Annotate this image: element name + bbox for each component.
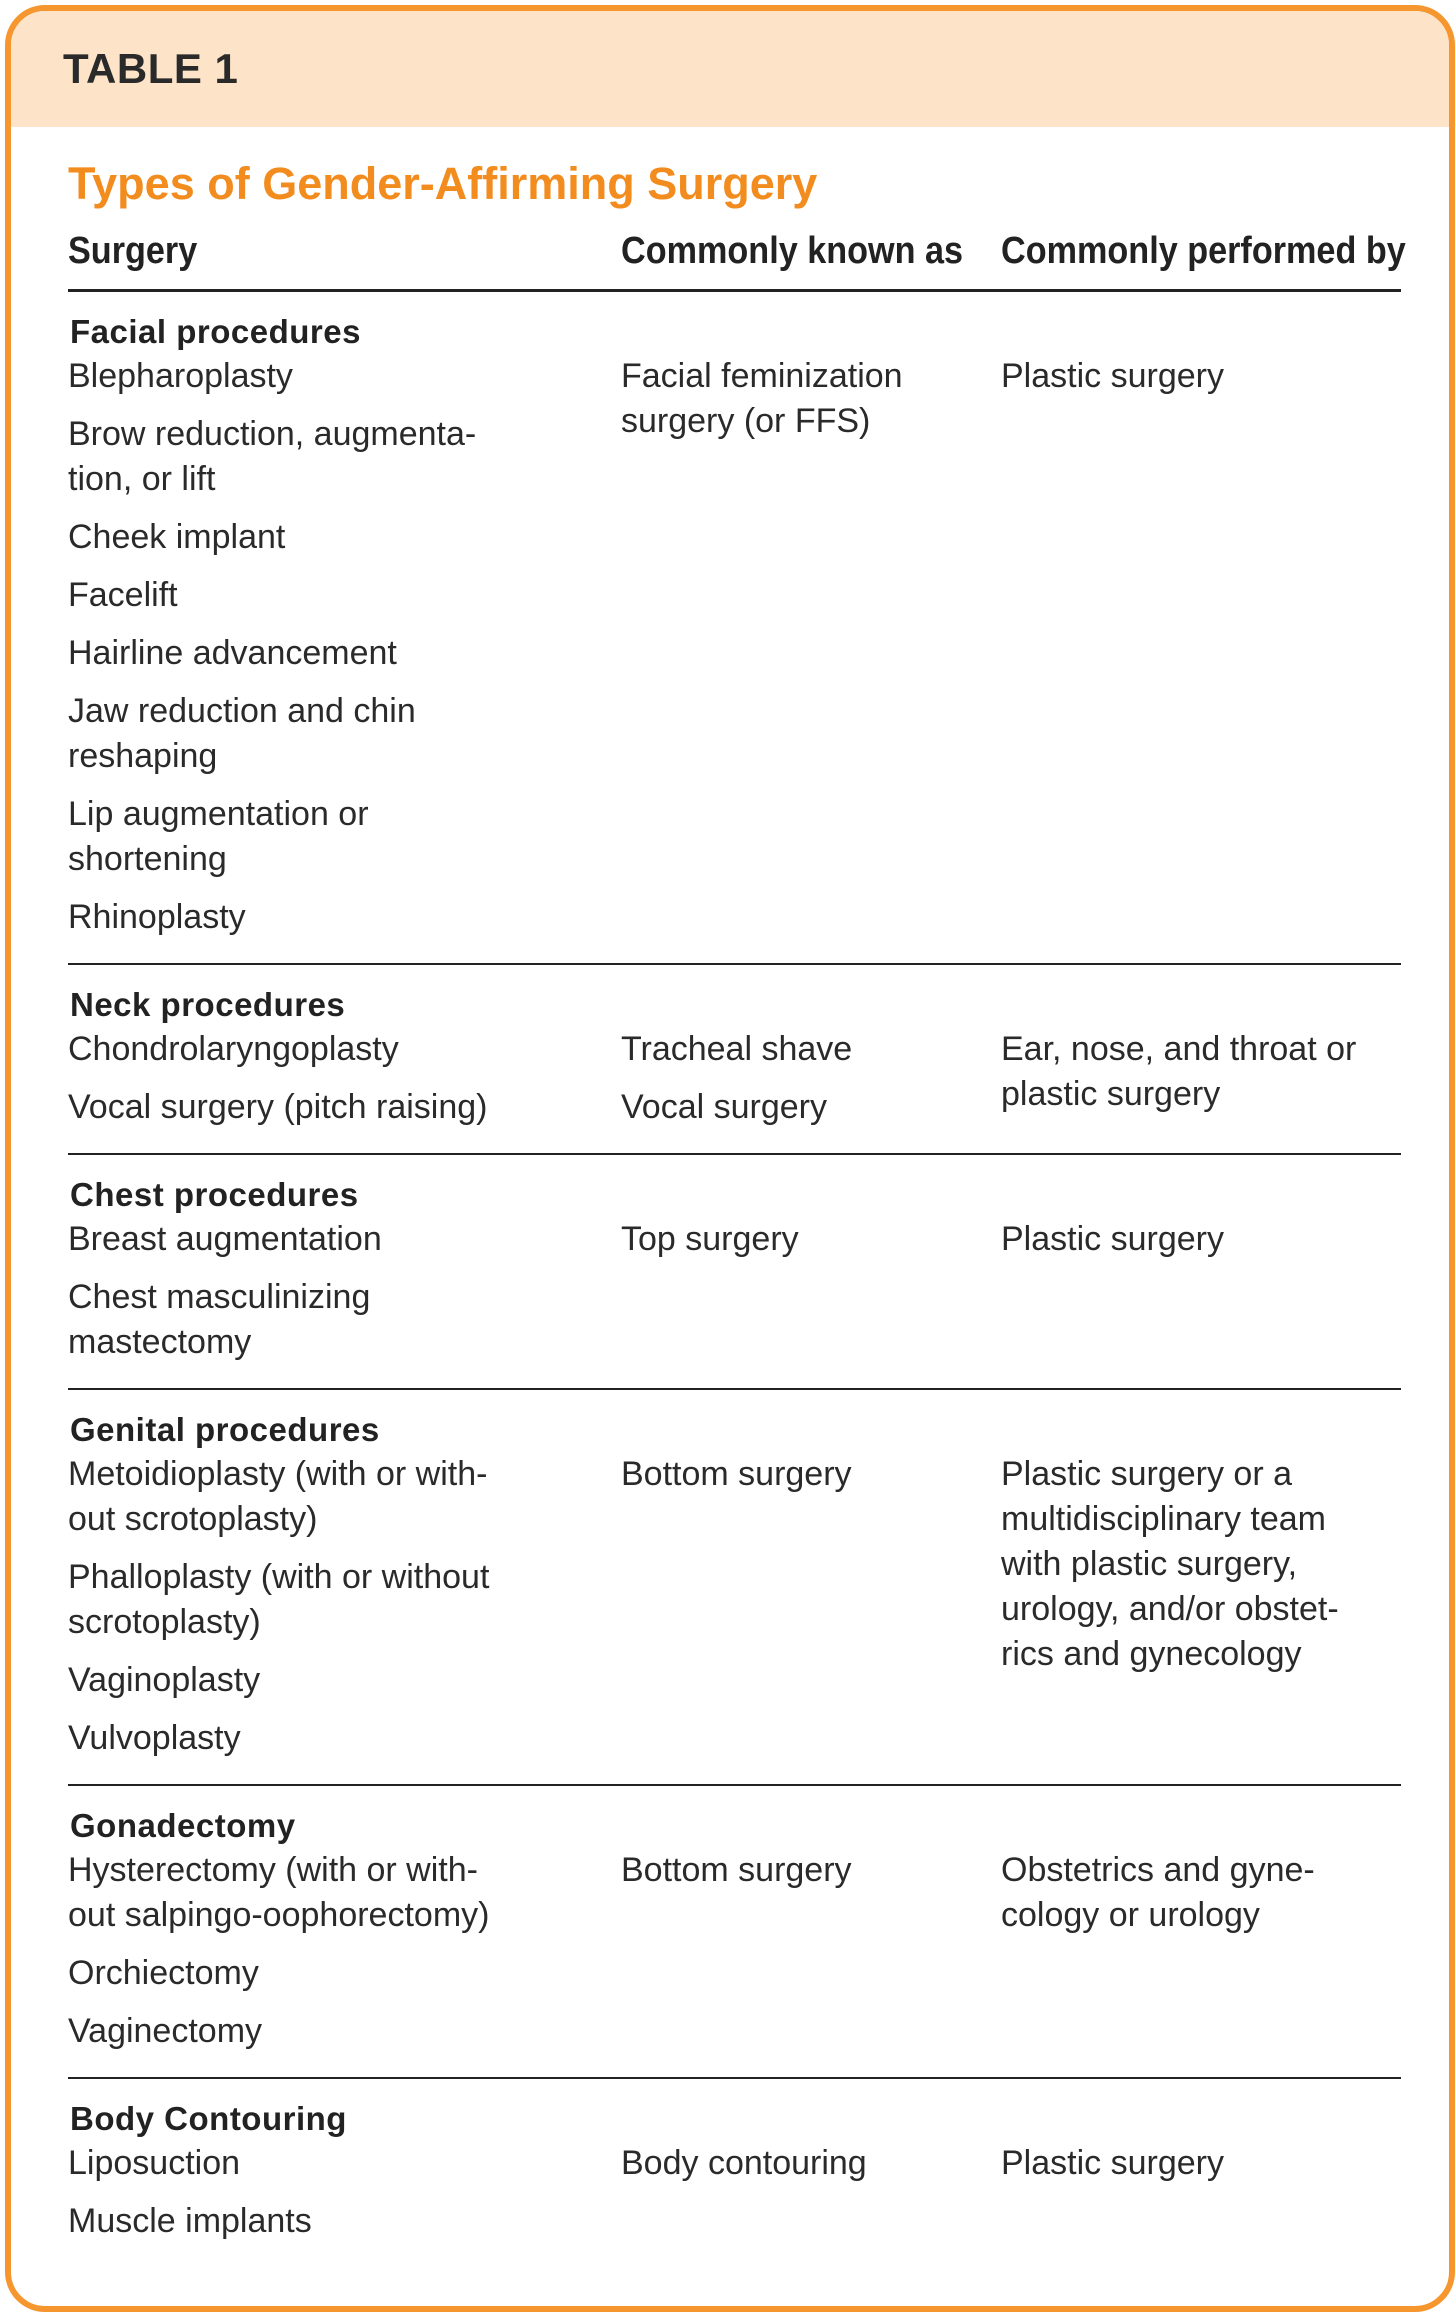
known-as-cell: Tracheal shave <box>621 1030 853 1068</box>
performed-by-cell: Plastic surgery <box>1001 2144 1224 2182</box>
surgery-item: Metoidioplasty (with or with- out scrotoplasty) <box>68 1455 488 1538</box>
table-section <box>68 1155 1401 1390</box>
known-as-cell: Bottom surgery <box>621 1455 852 1493</box>
surgery-item: Facelift <box>68 576 178 614</box>
surgery-item: Vaginoplasty <box>68 1661 261 1699</box>
surgery-item: Chondrolaryngoplasty <box>68 1030 399 1068</box>
surgery-item: Liposuction <box>68 2144 241 2182</box>
known-as-cell: Top surgery <box>621 1220 799 1258</box>
table-section <box>68 1390 1401 1786</box>
performed-by-cell: Plastic surgery or a multidisciplinary team with plastic surgery, urology, and/or obstet- rics and gynecology <box>1001 1455 1339 1673</box>
section-title: Chest procedures <box>70 1176 359 1213</box>
known-as-cell: Bottom surgery <box>621 1851 852 1889</box>
known-as-cell: Body contouring <box>621 2144 867 2182</box>
surgery-item: Vulvoplasty <box>68 1719 241 1757</box>
surgery-item: Hairline advancement <box>68 634 397 672</box>
surgery-item: Jaw reduction and chin reshaping <box>68 692 416 775</box>
table-section <box>68 965 1401 1155</box>
surgery-item: Orchiectomy <box>68 1954 259 1992</box>
header-surgery: Surgery <box>68 229 198 272</box>
header-known-as: Commonly known as <box>621 229 964 272</box>
table-body <box>68 292 1401 2267</box>
section-title: Genital procedures <box>70 1411 380 1448</box>
performed-by-cell: Plastic surgery <box>1001 1220 1224 1258</box>
table-frame <box>5 5 1455 2312</box>
table-label: TABLE 1 <box>63 45 239 92</box>
surgery-item: Muscle implants <box>68 2202 312 2240</box>
table-content <box>68 127 1406 2267</box>
header-performed-by: Commonly performed by <box>1001 229 1406 272</box>
performed-by-cell: Ear, nose, and throat or plastic surgery <box>1001 1030 1357 1113</box>
table-banner <box>11 11 1449 127</box>
surgery-item: Hysterectomy (with or with- out salpingo-oophorectomy) <box>68 1851 490 1934</box>
section-title: Gonadectomy <box>70 1807 296 1844</box>
surgery-item: Chest masculinizing mastectomy <box>68 1278 371 1361</box>
known-as-cell: Vocal surgery <box>621 1088 827 1126</box>
surgery-item: Rhinoplasty <box>68 898 246 936</box>
surgery-item: Blepharoplasty <box>68 357 293 395</box>
table-section <box>68 1786 1401 2079</box>
performed-by-cell: Plastic surgery <box>1001 357 1224 395</box>
table-section <box>68 292 1401 965</box>
section-title: Neck procedures <box>70 986 346 1023</box>
surgery-item: Phalloplasty (with or without scrotoplasty) <box>68 1558 490 1641</box>
section-title: Body Contouring <box>70 2100 347 2137</box>
table-title: Types of Gender-Affirming Surgery <box>68 158 818 209</box>
surgery-item: Vaginectomy <box>68 2012 263 2050</box>
surgery-item: Lip augmentation or shortening <box>68 795 369 878</box>
surgery-item: Breast augmentation <box>68 1220 382 1258</box>
table-header-row <box>68 213 1406 292</box>
surgery-item: Vocal surgery (pitch raising) <box>68 1088 488 1126</box>
table-section <box>68 2079 1401 2267</box>
surgery-item: Brow reduction, augmenta- tion, or lift <box>68 415 477 498</box>
section-title: Facial procedures <box>70 313 361 350</box>
known-as-cell: Facial feminization surgery (or FFS) <box>621 357 903 440</box>
surgery-item: Cheek implant <box>68 518 286 556</box>
performed-by-cell: Obstetrics and gyne- cology or urology <box>1001 1851 1315 1934</box>
